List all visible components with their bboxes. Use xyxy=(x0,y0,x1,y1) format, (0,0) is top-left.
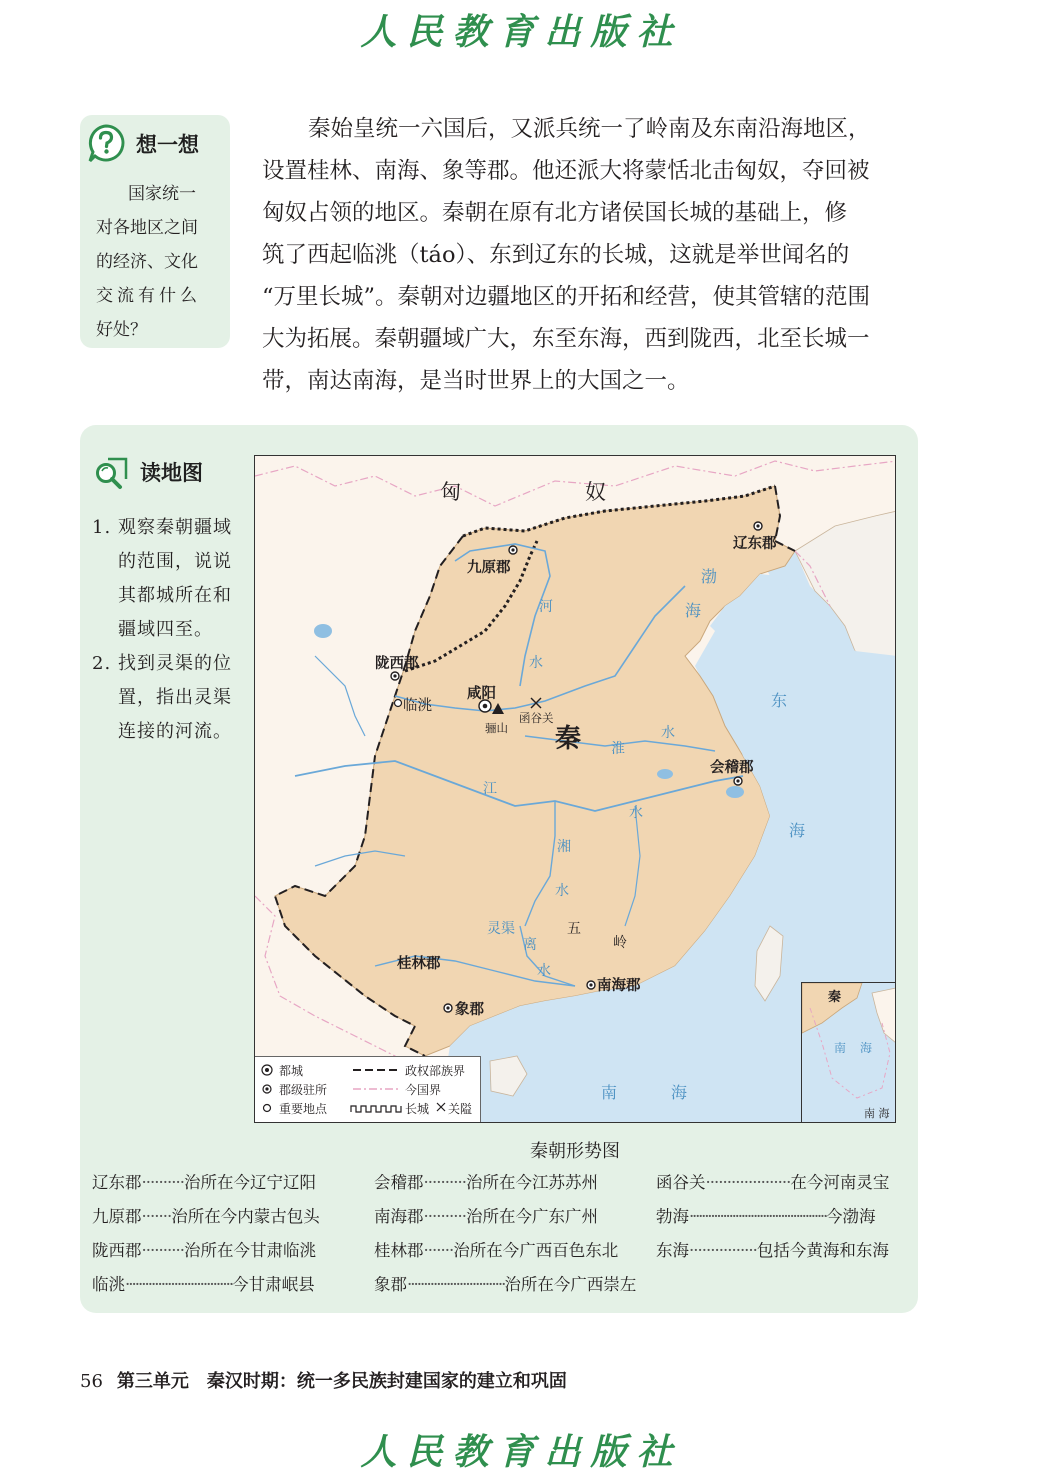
publisher-footer: 人民教育出版社 xyxy=(360,1431,683,1473)
lake xyxy=(657,769,673,779)
note-item xyxy=(92,1203,320,1227)
think-line: 对各地区之间 xyxy=(96,218,198,238)
question-1-number: 1. xyxy=(92,517,112,538)
note-desc: 治所在今广西百色东北 xyxy=(453,1241,619,1260)
note-name: 象郡 xyxy=(374,1275,407,1294)
map-label-he: 河 xyxy=(539,599,553,615)
note-item xyxy=(374,1271,636,1295)
inset-label-sea: 海 xyxy=(860,1041,873,1055)
map-label-xiang: 水 xyxy=(555,883,569,899)
note-item xyxy=(374,1169,598,1193)
question-2-text: 找到灵渠的位 xyxy=(118,653,232,674)
question-1-line: 疆域四至。 xyxy=(118,619,213,640)
legend-commandery: 郡级驻所 xyxy=(279,1083,328,1097)
note-item xyxy=(374,1237,618,1261)
map-label-wuling: 五 xyxy=(567,921,581,937)
south-sea-inset xyxy=(801,982,895,1122)
map-label-li: 水 xyxy=(537,963,551,979)
note-dots: ·········· xyxy=(141,1241,184,1260)
think-body xyxy=(96,177,220,347)
map-label-lishan: 骊山 xyxy=(485,721,508,735)
note-item xyxy=(374,1203,598,1227)
legend-site: 重要地点 xyxy=(279,1102,328,1116)
paragraph-line: 匈奴占领的地区。秦朝在原有北方诸侯国长城的基础上，修 xyxy=(262,200,848,226)
map-label-jiang: 江 xyxy=(483,781,497,797)
paragraph-line: 大为拓展。秦朝疆域广大，东至东海，西到陇西，北至长城一 xyxy=(262,326,870,352)
map-label-bohai: 海 xyxy=(685,601,702,620)
map-label-xianyang: 咸阳 xyxy=(467,686,496,702)
note-item xyxy=(92,1271,315,1295)
note-dots: ···················· xyxy=(705,1173,791,1192)
legend-commandery-dot xyxy=(265,1087,268,1090)
think-line: 的经济、文化 xyxy=(96,252,198,272)
inset-land xyxy=(872,988,896,1043)
note-dots: ·········· xyxy=(141,1173,184,1192)
lake xyxy=(726,786,744,798)
note-dots: ······························ xyxy=(407,1275,505,1294)
note-name: 陇西郡 xyxy=(92,1241,142,1260)
note-name: 勃海 xyxy=(656,1207,689,1226)
note-name: 函谷关 xyxy=(656,1173,706,1192)
legend-capital: 都城 xyxy=(279,1064,304,1078)
map-label-jiang: 水 xyxy=(629,805,643,821)
think-line: 交流有什么 xyxy=(96,286,201,306)
legend-capital-dot xyxy=(265,1068,269,1072)
question-2-line xyxy=(92,647,252,681)
map-label-xiangjun: 象郡 xyxy=(455,1002,484,1018)
map-label-wuling: 岭 xyxy=(613,935,627,951)
note-desc: 今甘肃岷县 xyxy=(232,1275,315,1294)
map-label-huai: 淮 xyxy=(611,741,625,757)
note-name: 桂林郡 xyxy=(374,1241,424,1260)
read-map-title: 读地图 xyxy=(140,461,203,485)
think-title: 想一想 xyxy=(136,133,199,157)
note-item xyxy=(656,1169,889,1193)
map-label-longxi: 陇西郡 xyxy=(375,656,419,672)
main-paragraph xyxy=(262,108,922,402)
map-label-bohai: 渤 xyxy=(701,567,718,586)
publisher-header: 人民教育出版社 xyxy=(360,11,683,53)
legend-pass: 关隘 xyxy=(448,1102,473,1116)
note-dots: ······· xyxy=(423,1241,454,1260)
legend-modern-border: 今国界 xyxy=(405,1083,442,1097)
map-label-lingqu: 灵渠 xyxy=(487,921,515,937)
map-label-kuaiji: 会稽郡 xyxy=(710,760,754,776)
note-name: 辽东郡 xyxy=(92,1173,142,1192)
read-map-questions xyxy=(92,511,252,749)
note-dots: ·········· xyxy=(423,1207,466,1226)
question-2-number: 2. xyxy=(92,653,112,674)
note-desc: 治所在今甘肃临洮 xyxy=(183,1241,316,1260)
map-label-hanguguan: 函谷关 xyxy=(519,711,554,725)
map-label-li: 离 xyxy=(523,937,537,953)
inset-label-south-sea: 南 海 xyxy=(864,1107,890,1120)
note-desc: 治所在今辽宁辽阳 xyxy=(183,1173,316,1192)
legend-site-symbol xyxy=(264,1105,271,1112)
note-dots: ·········· xyxy=(423,1173,466,1192)
magnifier-icon xyxy=(92,453,132,493)
map-label-donghai: 东 xyxy=(771,691,788,710)
lintao-marker xyxy=(395,700,402,707)
qin-dynasty-map xyxy=(254,455,896,1123)
think-line: 国家统一 xyxy=(128,184,196,204)
map-label-nanhai: 南 xyxy=(601,1083,618,1102)
note-desc: 今渤海 xyxy=(826,1207,876,1226)
think-line: 好处？ xyxy=(96,320,147,340)
note-desc: 在今河南灵宝 xyxy=(790,1173,890,1192)
read-map-section xyxy=(80,425,918,1313)
inset-label-sea: 南 xyxy=(834,1041,847,1055)
map-label-xiongnu: 奴 xyxy=(585,480,606,504)
question-2-line: 连接的河流。 xyxy=(118,721,232,742)
note-name: 东海 xyxy=(656,1241,689,1260)
map-legend xyxy=(255,1056,481,1122)
note-item xyxy=(656,1203,876,1227)
note-dots: ················ xyxy=(689,1241,757,1260)
page-footer xyxy=(80,1367,567,1393)
map-label-guilin: 桂林郡 xyxy=(397,956,441,972)
question-1-line: 其都城所在和 xyxy=(118,585,232,606)
question-1-line: 的范围，说说 xyxy=(118,551,232,572)
map-label-he: 水 xyxy=(529,655,543,671)
note-desc: 治所在今广西崇左 xyxy=(504,1275,637,1294)
inset-graphic xyxy=(802,983,896,1123)
map-label-huai: 水 xyxy=(661,725,675,741)
note-name: 九原郡 xyxy=(92,1207,142,1226)
map-graphic xyxy=(255,456,896,1123)
map-label-xiang: 湘 xyxy=(557,839,571,855)
paragraph-line: 带，南达南海，是当时世界上的大国之一。 xyxy=(262,368,690,394)
map-label-donghai: 海 xyxy=(789,821,806,840)
note-desc: 治所在今内蒙古包头 xyxy=(171,1207,320,1226)
note-name: 南海郡 xyxy=(374,1207,424,1226)
map-label-nanhai: 海 xyxy=(671,1083,688,1102)
paragraph-line: 筑了西起临洮（táo）、东到辽东的长城，这就是举世闻名的 xyxy=(262,242,850,268)
note-name: 会稽郡 xyxy=(374,1173,424,1192)
note-item xyxy=(656,1237,889,1261)
map-label-lintao: 临洮 xyxy=(403,698,432,714)
note-item xyxy=(92,1169,316,1193)
map-label-jiuyuan: 九原郡 xyxy=(467,560,511,576)
map-label-nanhaijun: 南海郡 xyxy=(597,978,641,994)
lake xyxy=(314,624,332,638)
legend-great-wall-symbol xyxy=(351,1106,401,1112)
question-bubble-icon xyxy=(86,123,126,163)
map-label-xiongnu: 匈 xyxy=(440,480,461,504)
note-dots: ································· xyxy=(125,1275,233,1294)
page-number: 56 xyxy=(80,1371,103,1392)
question-1-line xyxy=(92,511,252,545)
think-box xyxy=(80,115,230,348)
note-name: 临洮 xyxy=(92,1275,125,1294)
legend-regime-border: 政权部族界 xyxy=(405,1064,466,1078)
legend-great-wall: 长城 xyxy=(405,1102,430,1116)
paragraph-line: 设置桂林、南海、象等郡。他还派大将蒙恬北击匈奴，夺回被 xyxy=(262,158,870,184)
map-label-qin: 秦 xyxy=(555,724,582,754)
note-desc: 包括今黄海和东海 xyxy=(756,1241,889,1260)
map-label-liaodong: 辽东郡 xyxy=(733,536,777,552)
inset-label-qin: 秦 xyxy=(828,990,842,1005)
footer-unit-title: 第三单元 秦汉时期：统一多民族封建国家的建立和巩固 xyxy=(116,1371,567,1392)
note-desc: 治所在今广东广州 xyxy=(465,1207,598,1226)
note-item xyxy=(92,1237,316,1261)
note-desc: 治所在今江苏苏州 xyxy=(465,1173,598,1192)
question-1-text: 观察秦朝疆域 xyxy=(118,517,232,538)
paragraph-line: “万里长城”。秦朝对边疆地区的开拓和经营，使其管辖的范围 xyxy=(262,284,871,310)
paragraph-line: 秦始皇统一六国后，又派兵统一了岭南及东南沿海地区， xyxy=(308,116,871,142)
map-caption: 秦朝形势图 xyxy=(530,1141,620,1162)
question-2-line: 置，指出灵渠 xyxy=(118,687,232,708)
note-dots: ············································· xyxy=(689,1207,827,1226)
note-dots: ······· xyxy=(141,1207,172,1226)
